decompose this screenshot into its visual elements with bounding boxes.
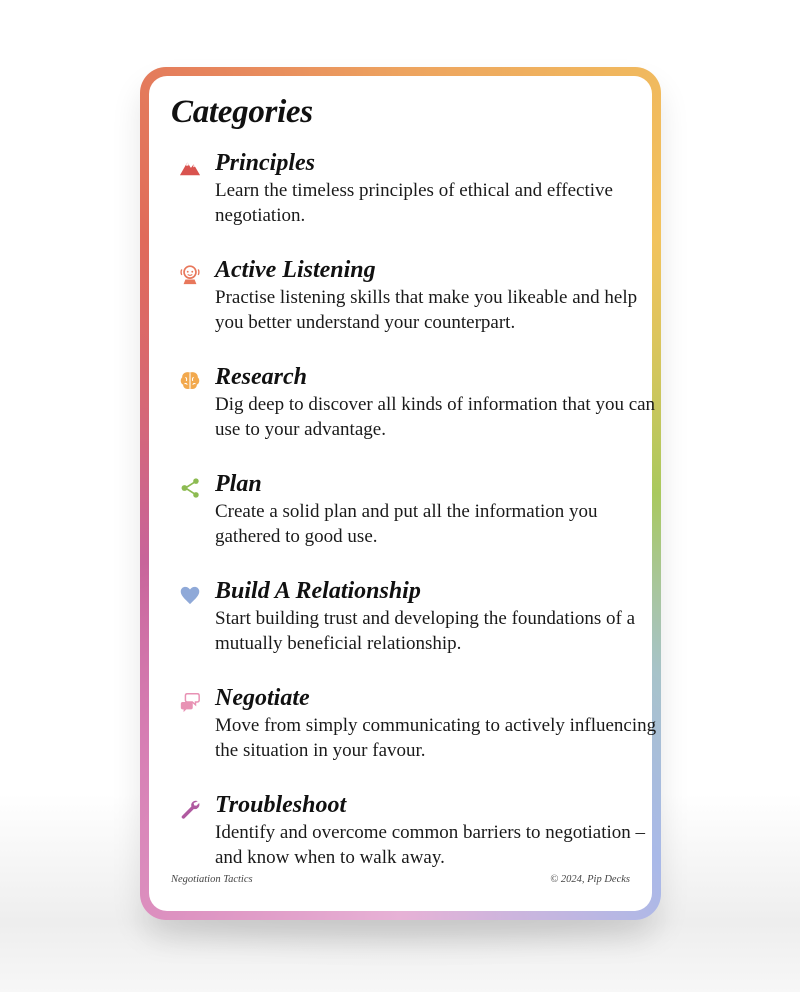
category-name: Build A Relationship [215,578,421,604]
heart-icon [179,584,201,606]
listening-person-icon [179,263,201,285]
category-negotiate [169,685,657,796]
footer-copyright: © 2024, Pip Decks [550,874,630,885]
card-face [149,76,657,911]
category-name: Troubleshoot [215,792,347,818]
speech-bubbles-icon [179,691,201,713]
category-description: Move from simply communicating to actively influencing the situation in your favour. [215,715,657,761]
category-description: Identify and overcome common barriers to negotiation – and know when to walk away. [215,822,646,868]
category-description: Start building trust and developing the foundations of a mutually beneficial relationship. [215,608,636,654]
category-description: Learn the timeless principles of ethical and effective negotiation. [215,180,613,226]
category-name: Negotiate [215,685,310,711]
brain-icon [179,370,201,392]
category-build-a-relationship [169,578,639,689]
category-description: Practise listening skills that make you likeable and help you better understand your counterpart. [215,287,638,333]
category-active-listening [169,257,639,368]
category-name: Principles [215,150,315,176]
category-name: Research [215,364,307,390]
nodes-icon [179,477,201,499]
card-title: Categories [171,94,313,130]
mountain-icon [179,156,201,178]
category-research [169,364,656,475]
category-card [140,67,661,920]
category-troubleshoot [169,792,646,903]
category-name: Active Listening [215,257,376,283]
category-list [169,150,657,903]
category-name: Plan [215,471,262,497]
footer-deck-name: Negotiation Tactics [171,874,253,885]
category-plan [169,471,639,582]
category-description: Create a solid plan and put all the information you gathered to good use. [215,501,598,547]
category-principles [169,150,639,261]
wrench-icon [179,798,201,820]
category-description: Dig deep to discover all kinds of information that you can use to your advantage. [215,394,656,440]
